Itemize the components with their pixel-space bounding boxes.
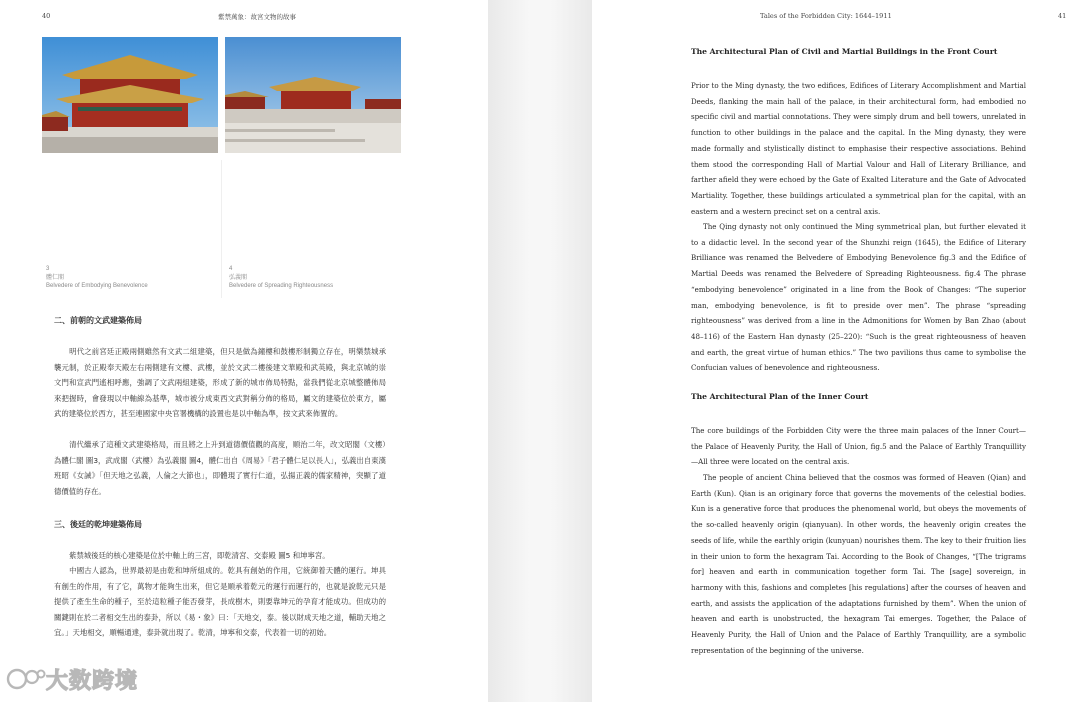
left-page-number: 40 (42, 12, 51, 20)
caption-3 (46, 265, 148, 291)
left-running-head: 紫禁萬象：故宮文物的故事 (218, 13, 296, 21)
en-heading-front-court: The Architectural Plan of Civil and Martial Buildings in the Front Court (691, 47, 998, 56)
photo-belvedere-spreading-righteousness (225, 37, 401, 153)
en-paragraph-3: The core buildings of the Forbidden City were the three main palaces of the Inner Court—the Palace of Heavenly Purity, the Hall of Union, fig.5 and the Palace of Earthly Tranquillity—All three were located on the central axis. (691, 426, 1026, 467)
zh-section1-paragraph2: 清代繼承了這種文武建築格局，而且將之上升到道德價值觀的高度，順治二年，改文昭閣（文樓）為體仁閣 圖3，武成閣（武樓）為弘義閣 圖4，體仁出自《周易》「君子體仁足以長人」，弘義出自東漢班昭《女誡》「但天地之弘義，人倫之大節也」，即體現了實行仁道，弘揚正義的儒家精神，突顯了道德價值的存在。 (54, 440, 386, 496)
en-paragraph-1: Prior to the Ming dynasty, the two edifices, Edifices of Literary Accomplishment and Martial Deeds, flanking the main hall of the palace, in their architectural form, had embodied no specific civil and martial connotations. They were simply drum and bell towers, unrelated in function to other buildings in the palace and the capital. In the Ming dynasty, they were made formally and stylistically distinct to emphasise their respective associations. Behind them stood the corresponding Hall of Martial Valour and Hall of Literary Brilliance, and farther afield they were echoed by the Gate of Exalted Literature and the Gate of Advocated Martiality. Together, these buildings articulated a symmetrical plan for the capital, with an eastern and a western precinct set on a central axis. (691, 81, 1026, 216)
caption-4 (229, 265, 333, 291)
right-running-head: Tales of the Forbidden City: 1644–1911 (760, 12, 892, 20)
right-page-number: 41 (1058, 12, 1067, 20)
watermark-logo-icon (6, 666, 46, 698)
zh-section2-paragraph1: 紫禁城後廷的核心建築是位於中軸上的三宮，即乾清宮、交泰殿 圖5 和坤寧宮。 (69, 551, 330, 560)
watermark-text: 大数跨境 (46, 669, 139, 694)
book-gutter (488, 0, 592, 702)
zh-section1-heading: 二、前朝的文武建築佈局 (54, 316, 142, 325)
zh-section2-paragraph2: 中國古人認為，世界最初是由乾和坤所組成的。乾具有創始的作用，它統御着天體的運行。坤具有創生的作用，有了它，萬物才能夠生出來，但它是順承着乾元的運行而運行的，也就是說乾元只是提供了產生生命的種子，至於這粒種子能否發芽，長成樹木，則要靠坤元的孕育才能成功。但成功的關鍵則在於二者相交生出的泰卦，所以《易・象》曰：「天地交，泰。後以財成天地之道，輔助天地之宜。」天地相交，順暢通達，泰卦就出現了。乾清，坤寧和交泰，代表着一切的初始。 (54, 566, 386, 638)
caption-3-number: 3 (46, 266, 50, 272)
caption-4-zh: 弘義閣 (229, 274, 248, 281)
zh-section2-heading: 三、後廷的乾坤建築佈局 (54, 520, 142, 529)
photo-divider (221, 160, 222, 298)
caption-4-en: Belvedere of Spreading Righteousness (229, 283, 334, 289)
caption-4-number: 4 (229, 266, 233, 272)
en-paragraph-2: The Qing dynasty not only continued the Ming symmetrical plan, but further elevated it to a didactic level. In the second year of the Shunzhi reign (1645), the Edifice of Literary Brilliance was renamed the Belvedere of Embodying Benevolence fig.3 and the Edifice of Martial Deeds was renamed the Belvedere of Spreading Righteousness. fig.4 The phrase “embodying benevolence” originated in a line from the Book of Changes: “The superior man, embodying benevolence, is fit to preside over men”. The phrase “spreading righteousness” was derived from a line in the Admonitions for Women by Ban Zhao (about 48–116) of the Eastern Han dynasty (25–220): “Such is the great righteousness of heaven and earth, the great virtue of human ethics.” The two pavilions thus came to symbolise the Confucian values of benevolence and righteousness. (691, 222, 1026, 373)
watermark (6, 664, 138, 698)
en-paragraph-4: The people of ancient China believed that the cosmos was formed of Heaven (Qian) and Earth (Kun). Qian is an originary force that governs the movements of the celestial bodies. Kun is a generative force that produces the phenomenal world, but obeys the movements of the so-called heavenly origin (qianyuan). In other words, the heavenly origin creates the seeds of life, while the earthly origin (kunyuan) nourishes them. The key to their fruition lies in their union to form the hexagram Tai. According to the Book of Changes, “[The trigrams for] heaven and earth in communication together form Tai. The [sage] sovereign, in harmony with this, fashions and completes [his regulations] after the courses of heaven and earth, and assists the application of the adaptations furnished by them”. When the union of heaven and earth is unobstructed, the hexagram Tai emerges. Together, the Palace of Heavenly Purity, the Hall of Union and the Palace of Earthly Tranquillity, are a symbolic representation of the beginning of the universe. (691, 473, 1026, 655)
zh-section1-paragraph1: 明代之前宮廷正殿兩側雖然有文武二組建築，但只是做為鐘樓和鼓樓形制獨立存在，明樂禁城承襲元制，於正殿奉天殿左右兩側建有文樓、武樓，並於文武二樓後建文華殿和武英殿，與北京城的崇文門和宣武門遙相呼應，強調了文武兩組建築，形成了新的城市佈局特點，當我們從北京城整體佈局來把握時，會發現以中軸線為基準，城市被分成東西文武對稱分佈的格局，屬文的建築位於東方，屬武的建築位於西方，甚至連國家中央官署機構的設置也是以中軸為準，按文武來佈置的。 (54, 347, 386, 419)
caption-3-zh: 體仁閣 (46, 274, 65, 281)
caption-3-en: Belvedere of Embodying Benevolence (46, 283, 148, 289)
en-heading-inner-court: The Architectural Plan of the Inner Court (691, 392, 869, 401)
photo-belvedere-embodying-benevolence (42, 37, 218, 153)
